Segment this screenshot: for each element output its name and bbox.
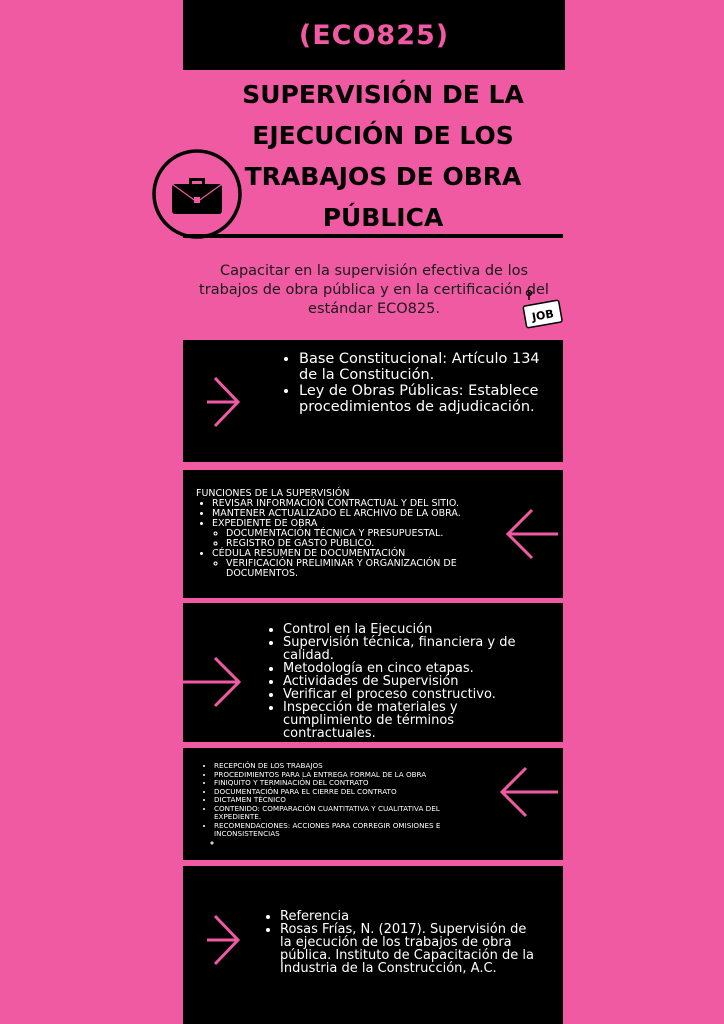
list-item: • PROCEDIMIENTOS PARA LA ENTREGA FORMAL DE LA OBRA: [214, 771, 466, 780]
title-line: EJECUCIÓN DE LOS: [252, 121, 514, 150]
section2-text: [196, 489, 496, 579]
list-item: • Supervisión técnica, financiera y de calidad.: [283, 636, 525, 662]
list-item: • RECOMENDACIONES: ACCIONES PARA CORREGIR OMISIONES E INCONSISTENCIAS: [214, 822, 466, 839]
job-badge-label: JOB: [531, 307, 555, 324]
code-banner: [183, 0, 565, 70]
list-item: • Control en la Ejecución: [283, 623, 525, 636]
section5-text: [264, 910, 539, 975]
job-badge-icon: [520, 290, 566, 332]
subtitle: Capacitar en la supervisión efectiva de los trabajos de obra pública y en la certificación del estándar ECO825.: [199, 263, 549, 317]
arrow-right-icon: [205, 374, 245, 430]
list-item: • Actividades de Supervisión: [283, 675, 525, 688]
arrow-right-icon: [205, 912, 245, 968]
section1-text: [283, 351, 558, 415]
list-item: • CONTENIDO: COMPARACIÓN CUANTITATIVA Y CUALITATIVA DEL EXPEDIENTE.: [214, 805, 466, 822]
sub-list-item: ◦ DOCUMENTACIÓN TÉCNICA Y PRESUPUESTAL.: [226, 529, 496, 539]
course-code: (ECO825): [298, 19, 450, 51]
sub-list-item: ◦ REGISTRO DE GASTO PÚBLICO.: [226, 539, 496, 549]
divider: [183, 860, 563, 863]
arrow-right-icon: [181, 654, 243, 710]
list-item: • REVISAR INFORMACIÓN CONTRACTUAL Y DEL SITIO.: [212, 499, 496, 509]
list-item: • MANTENER ACTUALIZADO EL ARCHIVO DE LA OBRA.: [212, 509, 496, 519]
title-line: TRABAJOS DE OBRA: [244, 162, 522, 191]
list-item: • FINIQUITO Y TERMINACIÓN DEL CONTRATO: [214, 779, 466, 788]
section4-text: [198, 762, 466, 847]
list-item: • RECEPCIÓN DE LOS TRABAJOS: [214, 762, 466, 771]
section3-text: [267, 623, 525, 740]
list-item: • Verificar el proceso constructivo.: [283, 688, 525, 701]
list-item: • EXPEDIENTE DE OBRA ◦ DOCUMENTACIÓN TÉCNICA Y PRESUPUESTAL. ◦ REGISTRO DE GASTO PÚBLICO.: [212, 519, 496, 549]
arrow-left-icon: [498, 764, 560, 820]
list-item: • DICTAMEN TÉCNICO: [214, 796, 466, 805]
arrow-left-icon: [502, 506, 560, 562]
title-line: SUPERVISIÓN DE LA: [242, 80, 524, 109]
list-item: • Rosas Frías, N. (2017). Supervisión de la ejecución de los trabajos de obra pública. Instituto de Capacitación de la Industria de la Construcción, A.C.: [280, 923, 539, 975]
list-item: • Inspección de materiales y cumplimiento de términos contractuales.: [283, 701, 525, 740]
empty-list-item: [222, 839, 466, 848]
list-item: • Metodología en cinco etapas.: [283, 662, 525, 675]
sub-list-item: ◦ VERIFICACIÓN PRELIMINAR Y ORGANIZACIÓN DE DOCUMENTOS.: [226, 559, 496, 579]
list-item: • DOCUMENTACIÓN PARA EL CIERRE DEL CONTRATO: [214, 788, 466, 797]
title-line: PÚBLICA: [322, 203, 444, 232]
main-title: [218, 74, 548, 238]
divider: [183, 742, 563, 745]
list-item: • Ley de Obras Públicas: Establece procedimientos de adjudicación.: [299, 383, 558, 415]
list-item: • Referencia: [280, 910, 539, 923]
title-divider: [183, 234, 563, 238]
list-item: • Base Constitucional: Artículo 134 de la Constitución.: [299, 351, 558, 383]
section2-heading: FUNCIONES DE LA SUPERVISIÓN: [196, 488, 350, 499]
divider: [183, 462, 563, 465]
list-item: • CÉDULA RESUMEN DE DOCUMENTACIÓN ◦ VERIFICACIÓN PRELIMINAR Y ORGANIZACIÓN DE DOCUMENTOS.: [212, 549, 496, 579]
